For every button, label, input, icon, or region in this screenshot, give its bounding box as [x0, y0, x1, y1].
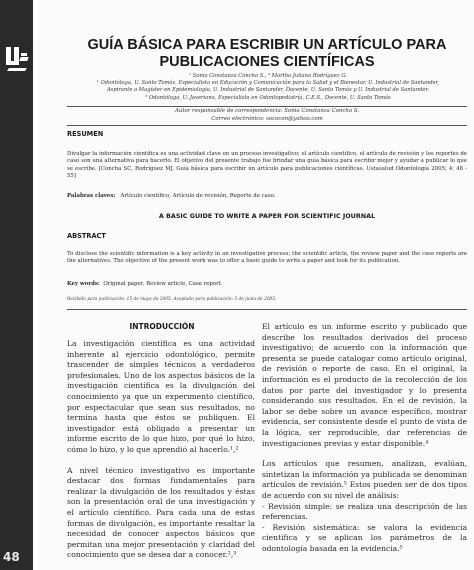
- right-column: [262, 322, 467, 554]
- abstract-text: To disclose the scientific information is a key activity in an investigative process; the scientific article, the review paper and the case reports are the alternatives. The objective of the present work was to offer a basic guide to write a paper and look for its publication.: [67, 251, 467, 265]
- author-affiliation-1b: Aspirante a Magíster en Epidemiología, U. Industrial de Santander, Docente, U. Santo Tomás y U. Industrial de Santander.: [106, 87, 430, 94]
- divider: [67, 309, 467, 310]
- paragraph: La investigación científica es una actividad inherente al ejercicio odontológico, permite trascender de simples técnicos a verdaderos profesionales. Uno de los aspectos básicos de la investigación científica es la divulgación del conocimiento ya que un experimento científico, por espectacular que sean sus resultados, no termina hasta que éstos se publiquen. El investigador está obligado a presentar un informe escrito de lo que hizo, por qué lo hizo, cómo lo hizo, y lo que aprendió al hacerlo.¹,²: [67, 339, 255, 454]
- page-number: 48: [3, 550, 20, 564]
- correspondence-email: Correo electrónico: sococon@yahoo.com: [211, 115, 323, 122]
- abstract-heading: ABSTRACT: [67, 232, 106, 240]
- journal-sidebar: [0, 0, 33, 570]
- resumen-keywords: [67, 193, 467, 200]
- keywords-label: Palabras claves:: [67, 193, 116, 199]
- abstract-keywords: [67, 281, 467, 288]
- english-title: A BASIC GUIDE TO WRITE A PAPER FOR SCIENTIFIC JOURNAL: [158, 212, 376, 220]
- article-title: GUÍA BÁSICA PARA ESCRIBIR UN ARTÍCULO PARA PUBLICACIONES CIENTÍFICAS: [87, 37, 447, 70]
- paragraph: El artículo es un informe escrito y publicado que describe los resultados derivados del proceso investigativo; de acuerdo con la información que presenta se puede catalogar como artículo original, de revisión o reporte de caso. En el original, la información es el producto de la recolección de los datos por parte del investigador y lo presenta considerando sus resultados. En el de revisión, la labor se debe sobre un avance específico, mostrar evidencia, ser consistente desde el punto de vista de la lógica, ser reproducible, dar referencias de investigaciones previas y estar disponible.⁴: [262, 322, 467, 448]
- left-column: [67, 339, 255, 561]
- dates-note: Recibido para publicación: 15 de mayo de 2005. Aceptado para publicación: 5 de junio de 2005.: [67, 297, 277, 302]
- resumen-heading: RESUMEN: [67, 130, 104, 138]
- keywords-value: Original paper, Review article, Case report.: [103, 281, 223, 287]
- paragraph: Los artículos que resumen, analizan, evalúan, sintetizan la información ya publicada se denominan artículos de revisión.⁵ Estos pueden ser de dos tipos de acuerdo con su nivel de análisis:: [262, 459, 467, 500]
- divider: [67, 125, 467, 126]
- keywords-value: Artículo científico, Artículo de revisión, Reporte de caso.: [120, 193, 276, 199]
- journal-logo-icon: [6, 47, 28, 73]
- author-affiliation-2: ² Odontóloga, U. Javeriana, Especialista en Odontopediatría, C.E.S., Docente, U. Santo Tomás: [145, 94, 391, 101]
- introduccion-heading: INTRODUCCIÓN: [129, 322, 195, 331]
- divider: [67, 106, 467, 107]
- author-affiliation-1: ¹ Odontóloga, U. Santo Tomás, Especialista en Educación y Comunicación para la Salud y el Bienestar, U. Industrial de Santander,: [96, 80, 440, 87]
- author-block: [72, 73, 464, 102]
- author-names: ¹ Sonia Constanza Concha S., ² Martha Juliana Rodríguez G.: [189, 73, 347, 79]
- resumen-text: Divulgar la información científica es una actividad clave en un proceso investigativo; el artículo científico, el artículo de revisión y los reportes de caso son una alternativa para hacerlo. El objetivo del presente trabajo fue brindar una guía básica para escribir mejor y ayudar a publicar lo que se escribe. [Concha SC, Rodríguez MJ. Guía básica para escribir un artículo para publicaciones científicas. Ustasalud Odontología 2005; 4: 48 - 55]: [67, 151, 467, 179]
- list-item: - Revisión sistemática: se valora la evidencia científica y se aplican los parámetros de la odontología basada en la evidencia.⁵: [262, 522, 467, 553]
- correspondence-author: Autor responsable de correspondencia: Sonia Constanza Concha S.: [174, 108, 360, 114]
- paragraph: A nivel técnico investigativo es importante destacar dos formas fundamentales para realizar la divulgación de los resultados y éstas son la presentación oral de una investigación y el artículo científico. Para cada una de estas formas de divulgación, es importante resaltar la necesidad de conocer aspectos básicos que permitan una mejor presentación y claridad del conocimiento que se desea dar a conocer.²,³: [67, 465, 255, 560]
- keywords-label: Key words:: [67, 281, 100, 287]
- list-item: - Revisión simple: se realiza una descripción de las referencias.: [262, 501, 467, 522]
- correspondence-block: [67, 108, 467, 123]
